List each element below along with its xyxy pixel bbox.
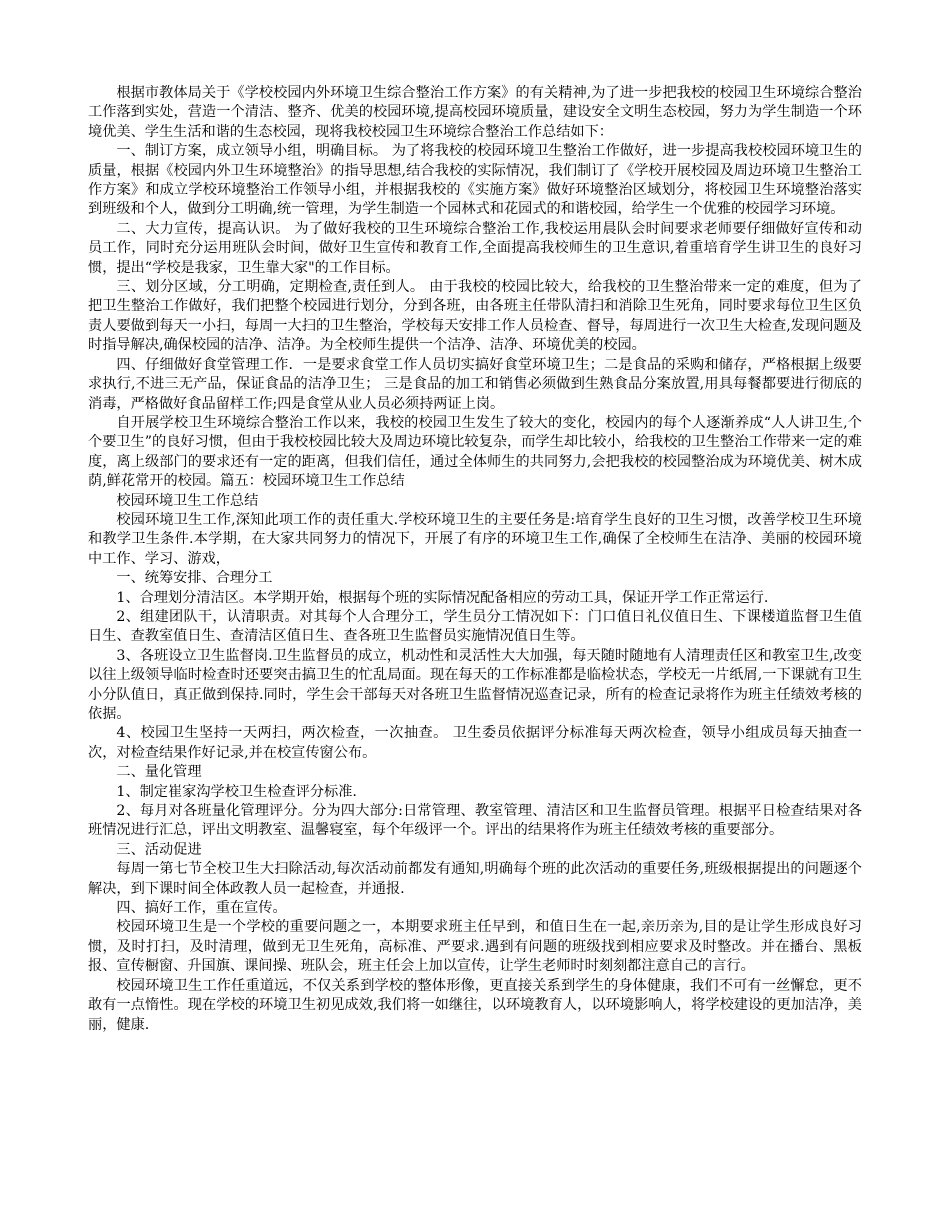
paragraph-section-3: 三、划分区域，分工明确，定期检查,责任到人。 由于我校的校园比较大，给我校的卫生整治带来一定的难度，但为了把卫生整治工作做好，我们把整个校园进行划分，分到各班，由各班主任带队清扫和消除卫生死角，同时要求每位卫生区负责人要做到每天一小扫，每周一大扫的卫生整治，学校每天安排工作人员检查、督导，每周进行一次卫生大检查,发现问题及时指导解决,确保校园的洁净、洁净。为全校师生提供一个洁净、洁净、环境优美的校园。 (88, 279, 862, 354)
paragraph-conclusion: 自开展学校卫生环境综合整治工作以来，我校的校园卫生发生了较大的变化，校园内的每个人逐渐养成“人人讲卫生,个个要卫生”的良好习惯，但由于我校校园比较大及周边环境比较复杂，而学生却比较小，给我校的卫生整治工作带来一定的难度，离上级部门的要求还有一定的距离，但我们信任，通过全体师生的共同努力,会把我校的校园整治成为环境优美、树木成荫,鲜花常开的校园。篇五：校园环境卫生工作总结 (88, 414, 862, 490)
paragraph-overview: 校园环境卫生工作,深知此项工作的责任重大.学校环境卫生的主要任务是:培育学生良好的卫生习惯，改善学校卫生环境和教学卫生条件.本学期，在大家共同努力的情况下，开展了有序的环境卫生工作,确保了全校师生在洁净、美丽的校园环境中工作、学习、游戏， (88, 511, 862, 567)
list-item: 1、制定崔家沟学校卫生检查评分标准. (116, 783, 357, 800)
list-item: 4、校园卫生坚持一天两扫，两次检查，一次抽查。 卫生委员依据评分标准每天两次检查，领导小组成员每天抽查一次，对检查结果作好记录,并在校宣传窗公布。 (88, 725, 862, 761)
paragraph-section-2: 二、大力宣传，提高认识。 为了做好我校的卫生环境综合整治工作,我校运用晨队会时间要求老师要仔细做好宣传和动员工作，同时充分运用班队会时间，做好卫生宣传和教育工作,全面提高我校师生的卫生意识,着重培育学生讲卫生的良好习惯，提出“学校是我家，卫生靠大家"的工作目标。 (88, 220, 862, 276)
heading-4: 四、搞好工作，重在宣传。 (116, 900, 287, 917)
heading-1: 一、统筹安排、合理分工 (116, 570, 273, 587)
list-item: 2、组建团队干，认清职责。对其每个人合理分工，学生员分工情况如下：门口值日礼仪值日生、下课楼道监督卫生值日生、查教室值日生、查清洁区值日生、查各班卫生监督员实施情况值日生等。 (88, 608, 862, 645)
paragraph-section-4: 四、仔细做好食堂管理工作．一是要求食堂工作人员切实搞好食堂环境卫生；二是食品的采购和储存，严格根据上级要求执行,不进三无产品，保证食品的洁净卫生； 三是食品的加工和销售必须做到生熟食品分案放置,用具每餐都要进行彻底的消毒，严格做好食品留样工作;四是食堂从业人员必须持两证上岗。 (88, 356, 862, 412)
paragraph-activity: 每周一第七节全校卫生大扫除活动,每次活动前都发有通知,明确每个班的此次活动的重要任务,班级根据提出的问题逐个解决，到下课时间全体政教人员一起检查，并通报. (88, 861, 862, 897)
paragraph-section-1: 一、制订方案，成立领导小组，明确目标。 为了将我校的校园环境卫生整治工作做好，进一步提高我校校园环境卫生的质量，根据《校园内外卫生环境整治》的指导思想,结合我校的实际情况，我们制订了《学校开展校园及周边环境卫生整治工作方案》和成立学校环境整治工作领导小组，并根据我校的《实施方案》做好环境整治区域划分，将校园卫生环境整治落实到班级和个人，做到分工明确,统一管理，为学生制造一个园林式和花园式的和谐校园，给学生一个优雅的校园学习环境。 (88, 143, 862, 218)
paragraph-intro: 根据市教体局关于《学校校园内外环境卫生综合整治工作方案》的有关精神,为了进一步把我校的校园卫生环境综合整治工作落到实处，营造一个清洁、整齐、优美的校园环境,提高校园环境质量，建设安全文明生态校园，努力为学生制造一个环境优美、学生生活和谐的生态校园，现将我校校园卫生环境综合整治工作总结如下： (88, 85, 862, 140)
paragraph-closing: 校园环境卫生工作任重道远，不仅关系到学校的整体形像，更直接关系到学生的身体健康，我们不可有一丝懈怠，更不敢有一点惰性。现在学校的环境卫生初见成效,我们将一如继往，以环境教育人，以环境影响人，将学校建设的更加洁净，美丽，健康. (88, 977, 862, 1033)
list-item: 2、每月对各班量化管理评分。分为四大部分:日常管理、教室管理、清洁区和卫生监督员管理。根据平日检查结果对各班情况进行汇总，评出文明教室、温馨寝室，每个年级评一个。评出的结果将作为班主任绩效考核的重要部分。 (88, 803, 862, 839)
section-title: 校园环境卫生工作总结 (116, 492, 259, 509)
heading-3: 三、活动促进 (116, 841, 202, 858)
heading-2: 二、量化管理 (116, 764, 202, 781)
list-item: 3、各班设立卫生监督岗.卫生监督员的成立，机动性和灵活性大大加强，每天随时随地有人清理责任区和教室卫生,改变以往上级领导临时检查时还要突击搞卫生的忙乱局面。现在每天的工作标准都是临检状态，学校无一片纸屑,一下课就有卫生小分队值日，真正做到保持.同时，学生会干部每天对各班卫生监督情况巡查记录，所有的检查记录将作为班主任绩效考核的依据。 (88, 647, 862, 722)
paragraph-publicity: 校园环境卫生是一个学校的重要问题之一，本期要求班主任早到，和值日生在一起,亲历亲为,目的是让学生形成良好习惯，及时打扫，及时清理，做到无卫生死角，高标准、严要求.遇到有问题的班级找到相应要求及时整改。并在播台、黑板报、宣传橱窗、升国旗、课间操、班队会，班主任会上加以宣传，让学生老师时时刻刻都注意自己的言行。 (88, 919, 862, 975)
list-item: 1、合理划分清洁区。本学期开始，根据每个班的实际情况配备相应的劳动工具，保证开学工作正常运行. (116, 589, 769, 606)
